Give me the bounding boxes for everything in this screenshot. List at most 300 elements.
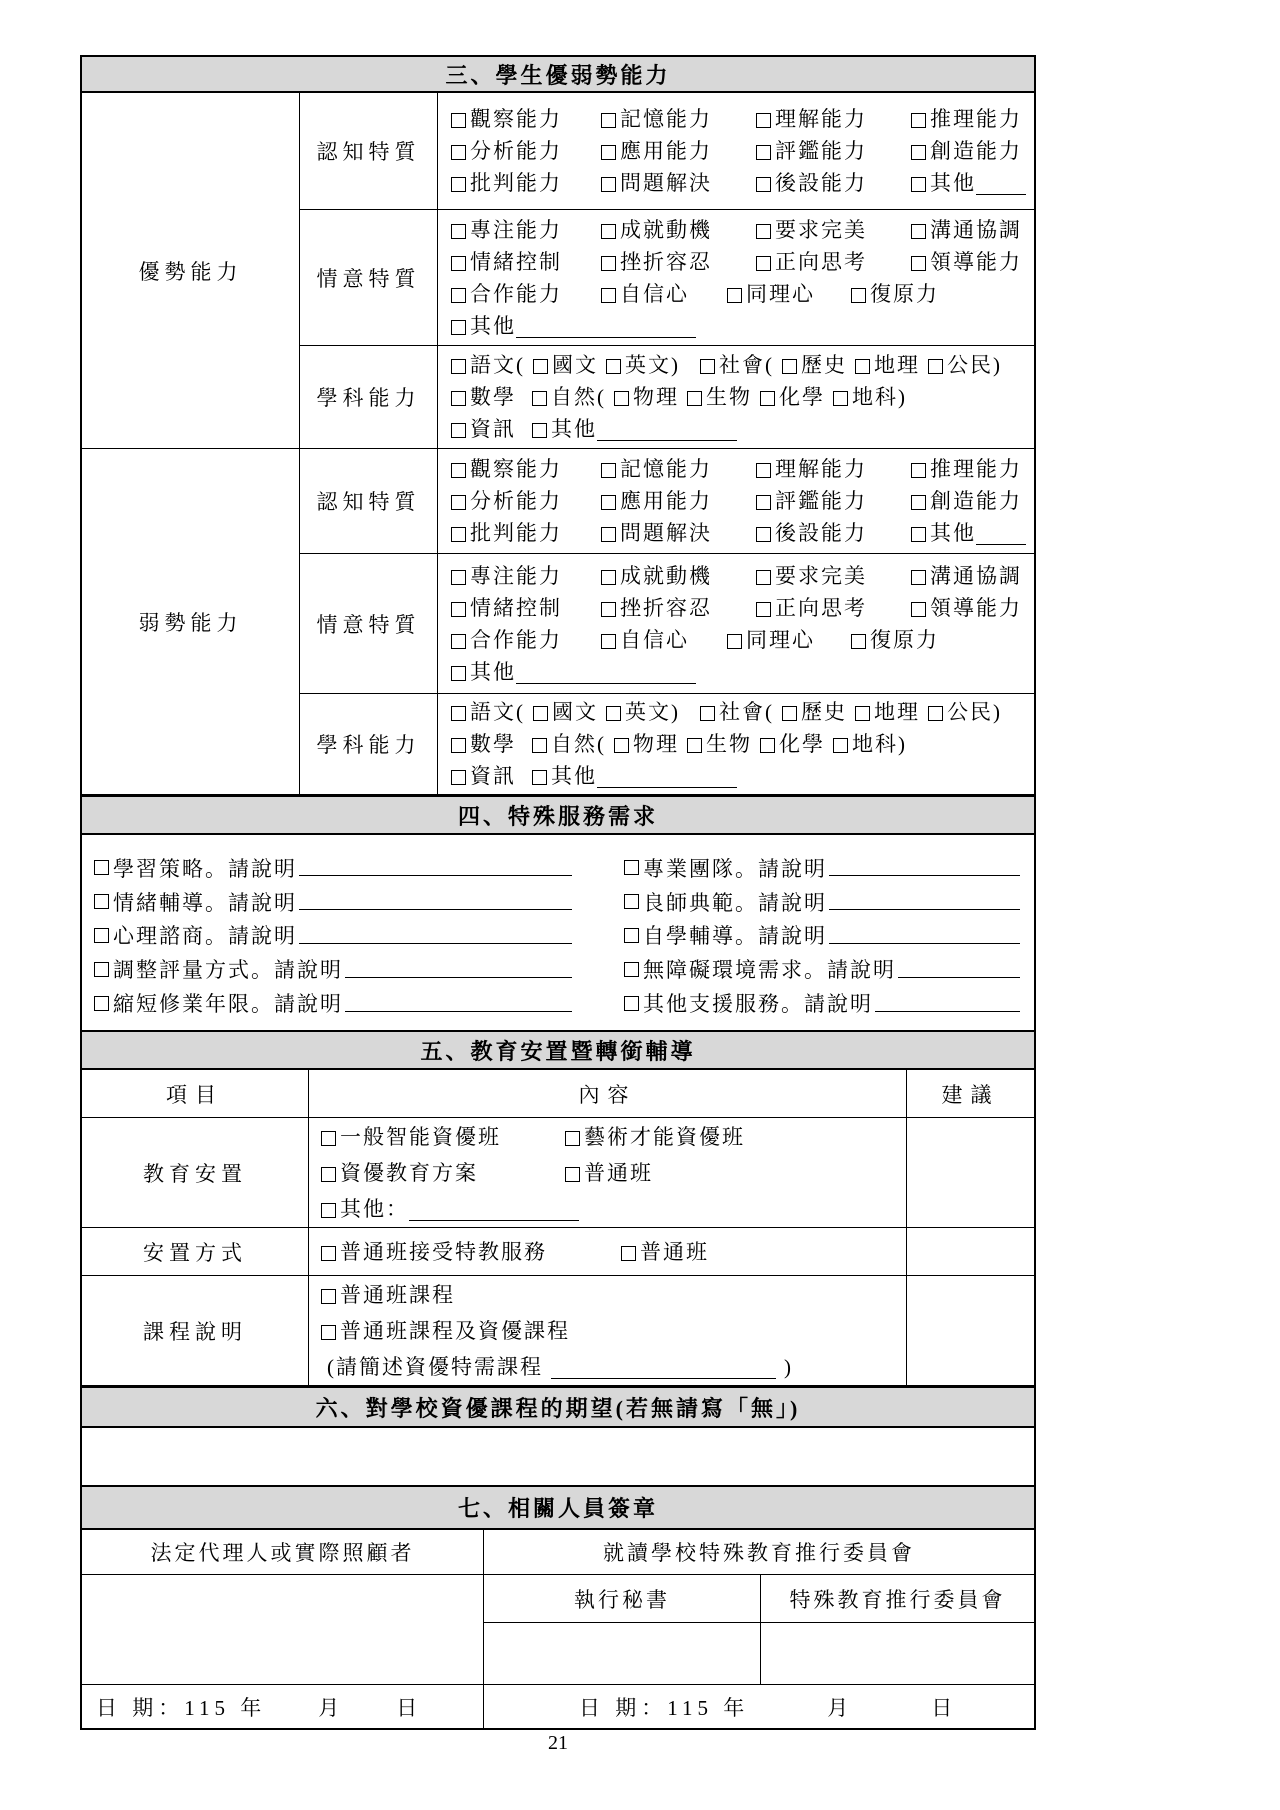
option-label: 同理心	[746, 627, 815, 652]
checkbox[interactable]	[700, 359, 715, 374]
checkbox[interactable]	[601, 495, 616, 510]
option-label: 問題解決	[620, 521, 712, 545]
checkbox[interactable]	[624, 894, 639, 909]
checkbox[interactable]	[756, 495, 771, 510]
form-option	[614, 381, 679, 413]
checkbox[interactable]	[687, 391, 702, 406]
option-label: 情緒控制	[470, 249, 562, 274]
form-option	[760, 728, 825, 760]
fill-in-blank[interactable]	[829, 943, 1020, 944]
trait-row	[300, 449, 1034, 554]
checkbox[interactable]	[451, 770, 466, 785]
option-label: 自信心	[620, 627, 689, 652]
option-line	[451, 453, 1034, 485]
checkbox[interactable]	[451, 256, 466, 271]
checkbox[interactable]	[451, 666, 466, 681]
form-option	[700, 696, 774, 728]
option-line	[451, 167, 1034, 199]
option-line	[451, 560, 1034, 592]
checkbox[interactable]	[833, 391, 848, 406]
form-option	[601, 167, 756, 199]
checkbox[interactable]	[833, 738, 848, 753]
checkbox[interactable]	[601, 634, 616, 649]
option-label: 理解能力	[775, 107, 867, 131]
checkbox[interactable]	[855, 359, 870, 374]
checkbox[interactable]	[451, 495, 466, 510]
checkbox[interactable]	[451, 113, 466, 128]
checkbox[interactable]	[94, 996, 109, 1011]
form-option	[451, 167, 601, 199]
committee-signature-row	[484, 1623, 1034, 1684]
date-field-guardian[interactable]: 日 期：115 年 月 日	[82, 1685, 484, 1728]
checkbox[interactable]	[756, 570, 771, 585]
checkbox[interactable]	[727, 634, 742, 649]
item-label-cell	[82, 1276, 309, 1385]
option-label: 國文	[552, 353, 598, 377]
option-label: 成就動機	[620, 563, 712, 588]
option-label: 化學	[779, 732, 825, 756]
form-option	[928, 696, 1002, 728]
option-line	[321, 1191, 906, 1227]
item-content-cell	[309, 1118, 907, 1227]
option-label: 生物	[706, 385, 752, 409]
checkbox[interactable]	[911, 113, 926, 128]
option-label: 專注能力	[470, 217, 562, 242]
fill-in-blank[interactable]	[299, 909, 572, 910]
form-option	[756, 517, 911, 549]
section-5-table	[82, 1070, 1034, 1386]
form-option	[321, 1191, 579, 1227]
fill-in-blank[interactable]	[875, 1011, 1020, 1012]
checkbox[interactable]	[782, 359, 797, 374]
option-label: 社會(	[719, 700, 774, 724]
checkbox[interactable]	[601, 570, 616, 585]
checkbox[interactable]	[601, 602, 616, 617]
fill-in-blank[interactable]	[597, 440, 737, 441]
form-option	[451, 560, 601, 592]
option-label: 語文(	[470, 700, 525, 724]
option-label: 情緒輔導。請說明	[113, 890, 297, 915]
checkbox[interactable]	[601, 224, 616, 239]
checkbox[interactable]	[451, 423, 466, 438]
option-label: 正向思考	[775, 249, 867, 274]
form-option	[911, 167, 1026, 199]
form-option	[601, 560, 756, 592]
static-text: )	[784, 1354, 793, 1379]
item-label-text: 教育安置	[143, 1161, 247, 1186]
checkbox[interactable]	[94, 894, 109, 909]
option-label: 普通班接受特教服務	[340, 1239, 547, 1264]
checkbox[interactable]	[601, 256, 616, 271]
trait-label-text: 情意特質	[316, 612, 421, 637]
option-label: 物理	[633, 732, 679, 756]
checkbox[interactable]	[451, 570, 466, 585]
option-line	[451, 381, 1034, 413]
checkbox[interactable]	[601, 288, 616, 303]
option-line	[451, 485, 1034, 517]
checkbox[interactable]	[911, 256, 926, 271]
fill-in-blank[interactable]	[829, 875, 1020, 876]
form-option	[601, 214, 756, 246]
fill-in-blank[interactable]	[976, 194, 1026, 195]
fill-in-blank[interactable]	[551, 1378, 776, 1379]
checkbox[interactable]	[911, 177, 926, 192]
checkbox[interactable]	[451, 738, 466, 753]
trait-label-text: 認知特質	[316, 140, 421, 164]
checkbox[interactable]	[855, 706, 870, 721]
checkbox[interactable]	[760, 738, 775, 753]
form-option	[321, 1234, 621, 1270]
checkbox[interactable]	[451, 527, 466, 542]
checkbox[interactable]	[624, 996, 639, 1011]
fill-in-blank[interactable]	[976, 544, 1026, 545]
section-4-left-column	[94, 851, 572, 1020]
option-label: 普通班課程及資優課程	[340, 1318, 570, 1343]
trait-label-text: 學科能力	[316, 733, 421, 757]
form-option	[782, 696, 847, 728]
option-label: 普通班	[584, 1160, 653, 1185]
option-label: 問題解決	[620, 171, 712, 195]
fill-in-blank[interactable]	[299, 943, 572, 944]
trait-label-text: 認知特質	[316, 490, 421, 514]
section-5-body	[82, 1118, 1034, 1386]
service-option-line	[94, 851, 572, 885]
advice-input-area[interactable]	[907, 1228, 1034, 1275]
checkbox[interactable]	[451, 602, 466, 617]
checkbox[interactable]	[532, 391, 547, 406]
option-label: 縮短修業年限。請說明	[113, 992, 343, 1017]
form-option	[911, 103, 1022, 135]
committee-subheader-row	[484, 1575, 1034, 1623]
trait-options-cell	[438, 93, 1034, 209]
checkbox[interactable]	[756, 463, 771, 478]
checkbox[interactable]	[321, 1246, 336, 1261]
option-label: 應用能力	[620, 139, 712, 163]
option-label: 良師典範。請說明	[643, 890, 827, 915]
option-label: 心理諮商。請說明	[113, 924, 297, 949]
option-label: 其他	[470, 659, 516, 684]
form-option	[621, 1234, 709, 1270]
guardian-signature-area[interactable]	[82, 1575, 484, 1684]
option-label: 正向思考	[775, 595, 867, 620]
checkbox[interactable]	[911, 570, 926, 585]
form-option	[928, 349, 1002, 381]
checkbox[interactable]	[624, 962, 639, 977]
checkbox[interactable]	[756, 602, 771, 617]
date-field-committee[interactable]: 日 期：115 年 月 日	[579, 1695, 958, 1720]
checkbox[interactable]	[782, 706, 797, 721]
option-label: 推理能力	[930, 107, 1022, 131]
group-label-cell	[82, 449, 300, 794]
fill-in-blank[interactable]	[597, 787, 737, 788]
option-label: 社會(	[719, 353, 774, 377]
service-option-line	[94, 885, 572, 919]
checkbox[interactable]	[532, 738, 547, 753]
checkbox[interactable]	[565, 1131, 580, 1146]
option-line	[451, 103, 1034, 135]
checkbox[interactable]	[911, 527, 926, 542]
checkbox[interactable]	[601, 145, 616, 160]
checkbox[interactable]	[756, 224, 771, 239]
service-option-line	[94, 986, 572, 1020]
option-line	[451, 728, 1034, 760]
form-option	[451, 517, 601, 549]
checkbox[interactable]	[601, 463, 616, 478]
option-line	[321, 1155, 906, 1191]
section-3-title	[82, 57, 1034, 93]
checkbox[interactable]	[321, 1325, 336, 1340]
trait-options-cell	[438, 210, 1034, 345]
service-option-line	[624, 952, 1020, 986]
option-line	[451, 517, 1034, 549]
form-option	[451, 485, 601, 517]
option-label: 地科)	[852, 385, 907, 409]
checkbox[interactable]	[606, 706, 621, 721]
option-label: 數學	[470, 385, 516, 409]
checkbox[interactable]	[851, 288, 866, 303]
option-line	[321, 1119, 906, 1155]
service-option-line	[624, 885, 1020, 919]
special-ed-committee-signature-area[interactable]	[761, 1623, 1034, 1684]
form-option	[321, 1119, 565, 1155]
fill-in-blank[interactable]	[345, 977, 572, 978]
option-label: 批判能力	[470, 171, 562, 195]
section-4-title	[82, 795, 1034, 835]
option-label: 英文)	[625, 700, 680, 724]
option-label: 學習策略。請說明	[113, 856, 297, 881]
group-label-cell	[82, 93, 300, 448]
executive-secretary-signature-area[interactable]	[484, 1623, 761, 1684]
checkbox[interactable]	[928, 706, 943, 721]
item-content-cell	[309, 1276, 907, 1385]
trait-options-cell	[438, 694, 1034, 794]
fill-in-blank[interactable]	[409, 1220, 579, 1221]
option-label: 創造能力	[930, 139, 1022, 163]
checkbox[interactable]	[565, 1167, 580, 1182]
fill-in-blank[interactable]	[345, 1011, 572, 1012]
form-option	[911, 246, 1022, 278]
checkbox[interactable]	[614, 738, 629, 753]
option-label: 無障礙環境需求。請說明	[643, 958, 896, 983]
expectation-input-area[interactable]	[82, 1428, 1034, 1485]
section-5-title-text: 五、教育安置暨轉銜輔導	[420, 1038, 696, 1064]
checkbox[interactable]	[911, 145, 926, 160]
option-line	[321, 1313, 906, 1349]
form-option	[321, 1313, 570, 1349]
trait-row	[300, 93, 1034, 210]
checkbox[interactable]	[532, 770, 547, 785]
column-header-content: 內容	[309, 1070, 907, 1117]
fill-in-blank[interactable]	[516, 337, 696, 338]
option-label: 批判能力	[470, 521, 562, 545]
option-label: 公民)	[947, 700, 1002, 724]
trait-row	[300, 210, 1034, 346]
option-label: 資訊	[470, 764, 516, 788]
fill-in-blank[interactable]	[299, 875, 572, 876]
checkbox[interactable]	[911, 463, 926, 478]
checkbox[interactable]	[928, 359, 943, 374]
form-option	[782, 349, 847, 381]
option-label: 藝術才能資優班	[584, 1124, 745, 1149]
option-line	[451, 278, 1034, 310]
form-option	[756, 103, 911, 135]
form-option	[601, 278, 727, 310]
option-label: 分析能力	[470, 489, 562, 513]
form-option	[911, 592, 1022, 624]
form-option	[451, 453, 601, 485]
option-label: 推理能力	[930, 457, 1022, 481]
form-option	[727, 278, 851, 310]
checkbox[interactable]	[533, 359, 548, 374]
checkbox[interactable]	[532, 423, 547, 438]
checkbox[interactable]	[614, 391, 629, 406]
checkbox[interactable]	[851, 634, 866, 649]
advice-input-area[interactable]	[907, 1118, 1034, 1227]
form-option	[565, 1119, 745, 1155]
checkbox[interactable]	[451, 145, 466, 160]
option-label: 挫折容忍	[620, 249, 712, 274]
option-label: 其他	[930, 521, 976, 545]
section-4-right-column	[624, 851, 1020, 1020]
option-label: 化學	[779, 385, 825, 409]
option-label: 領導能力	[930, 595, 1022, 620]
form-option	[606, 696, 680, 728]
form-option	[911, 135, 1022, 167]
checkbox[interactable]	[601, 177, 616, 192]
form-option	[614, 728, 679, 760]
checkbox[interactable]	[321, 1289, 336, 1304]
form-option	[756, 167, 911, 199]
checkbox[interactable]	[756, 145, 771, 160]
checkbox[interactable]	[911, 495, 926, 510]
trait-label-cell	[300, 93, 438, 209]
option-label: 合作能力	[470, 627, 562, 652]
form-option	[451, 624, 601, 656]
option-label: 其他	[551, 764, 597, 788]
form-option	[321, 1277, 455, 1313]
checkbox[interactable]	[451, 320, 466, 335]
option-label: 自然(	[551, 732, 606, 756]
form-option	[756, 485, 911, 517]
checkbox[interactable]	[911, 602, 926, 617]
option-label: 評鑑能力	[775, 489, 867, 513]
option-label: 溝通協調	[930, 563, 1022, 588]
checkbox[interactable]	[451, 706, 466, 721]
section-6-title	[82, 1386, 1034, 1428]
student-ability-form	[80, 55, 1036, 1730]
option-line	[451, 624, 1034, 656]
section-4-body	[82, 835, 1034, 1030]
fill-in-blank[interactable]	[516, 683, 696, 684]
form-option	[565, 1155, 653, 1191]
checkbox[interactable]	[451, 634, 466, 649]
checkbox[interactable]	[601, 113, 616, 128]
fill-in-blank[interactable]	[898, 977, 1020, 978]
option-label: 歷史	[801, 353, 847, 377]
option-line	[321, 1234, 906, 1270]
checkbox[interactable]	[94, 962, 109, 977]
trait-label-text: 學科能力	[316, 386, 421, 410]
checkbox[interactable]	[756, 527, 771, 542]
item-label-text: 課程說明	[143, 1319, 247, 1344]
checkbox[interactable]	[687, 738, 702, 753]
advice-input-area[interactable]	[907, 1276, 1034, 1385]
checkbox[interactable]	[727, 288, 742, 303]
service-option-line	[94, 952, 572, 986]
checkbox[interactable]	[94, 860, 109, 875]
form-option	[855, 349, 920, 381]
form-option	[601, 592, 756, 624]
committee-header-cell: 就讀學校特殊教育推行委員會	[603, 1541, 915, 1565]
form-option	[851, 624, 939, 656]
checkbox[interactable]	[601, 527, 616, 542]
checkbox[interactable]	[624, 928, 639, 943]
checkbox[interactable]	[321, 1131, 336, 1146]
option-label: 自信心	[620, 281, 689, 306]
checkbox[interactable]	[451, 391, 466, 406]
form-option	[451, 135, 601, 167]
trait-options-cell	[438, 554, 1034, 693]
trait-label-cell	[300, 346, 438, 448]
option-label: 應用能力	[620, 489, 712, 513]
checkbox[interactable]	[760, 391, 775, 406]
checkbox[interactable]	[700, 706, 715, 721]
form-option	[911, 214, 1022, 246]
checkbox[interactable]	[451, 224, 466, 239]
checkbox[interactable]	[533, 706, 548, 721]
form-option	[911, 517, 1026, 549]
option-label: 其他	[551, 417, 597, 441]
form-option	[601, 453, 756, 485]
checkbox[interactable]	[321, 1167, 336, 1182]
date-row	[82, 1685, 1034, 1728]
form-option	[601, 135, 756, 167]
checkbox[interactable]	[451, 463, 466, 478]
checkbox[interactable]	[911, 224, 926, 239]
checkbox[interactable]	[321, 1203, 336, 1218]
fill-in-blank[interactable]	[829, 909, 1020, 910]
option-label: 記憶能力	[620, 457, 712, 481]
checkbox[interactable]	[621, 1246, 636, 1261]
checkbox[interactable]	[624, 860, 639, 875]
option-line	[451, 696, 1034, 728]
checkbox[interactable]	[451, 177, 466, 192]
signature-body-row	[82, 1575, 1034, 1685]
form-option	[451, 381, 516, 413]
checkbox[interactable]	[756, 177, 771, 192]
checkbox[interactable]	[451, 288, 466, 303]
form-option	[911, 485, 1022, 517]
option-label: 領導能力	[930, 249, 1022, 274]
form-option	[601, 517, 756, 549]
option-line	[451, 246, 1034, 278]
checkbox[interactable]	[756, 113, 771, 128]
checkbox[interactable]	[756, 256, 771, 271]
executive-secretary-header: 執行秘書	[484, 1575, 761, 1622]
option-label: 普通班課程	[340, 1282, 455, 1307]
checkbox[interactable]	[94, 928, 109, 943]
form-option	[606, 349, 680, 381]
section-5-title	[82, 1030, 1034, 1070]
option-line	[451, 592, 1034, 624]
checkbox[interactable]	[451, 359, 466, 374]
section-6-title-text: 六、對學校資優課程的期望(若無請寫「無」)	[315, 1395, 801, 1421]
checkbox[interactable]	[606, 359, 621, 374]
group-label-text: 弱勢能力	[138, 610, 243, 635]
form-option	[321, 1155, 565, 1191]
service-option-line	[624, 851, 1020, 885]
option-label: 合作能力	[470, 281, 562, 306]
